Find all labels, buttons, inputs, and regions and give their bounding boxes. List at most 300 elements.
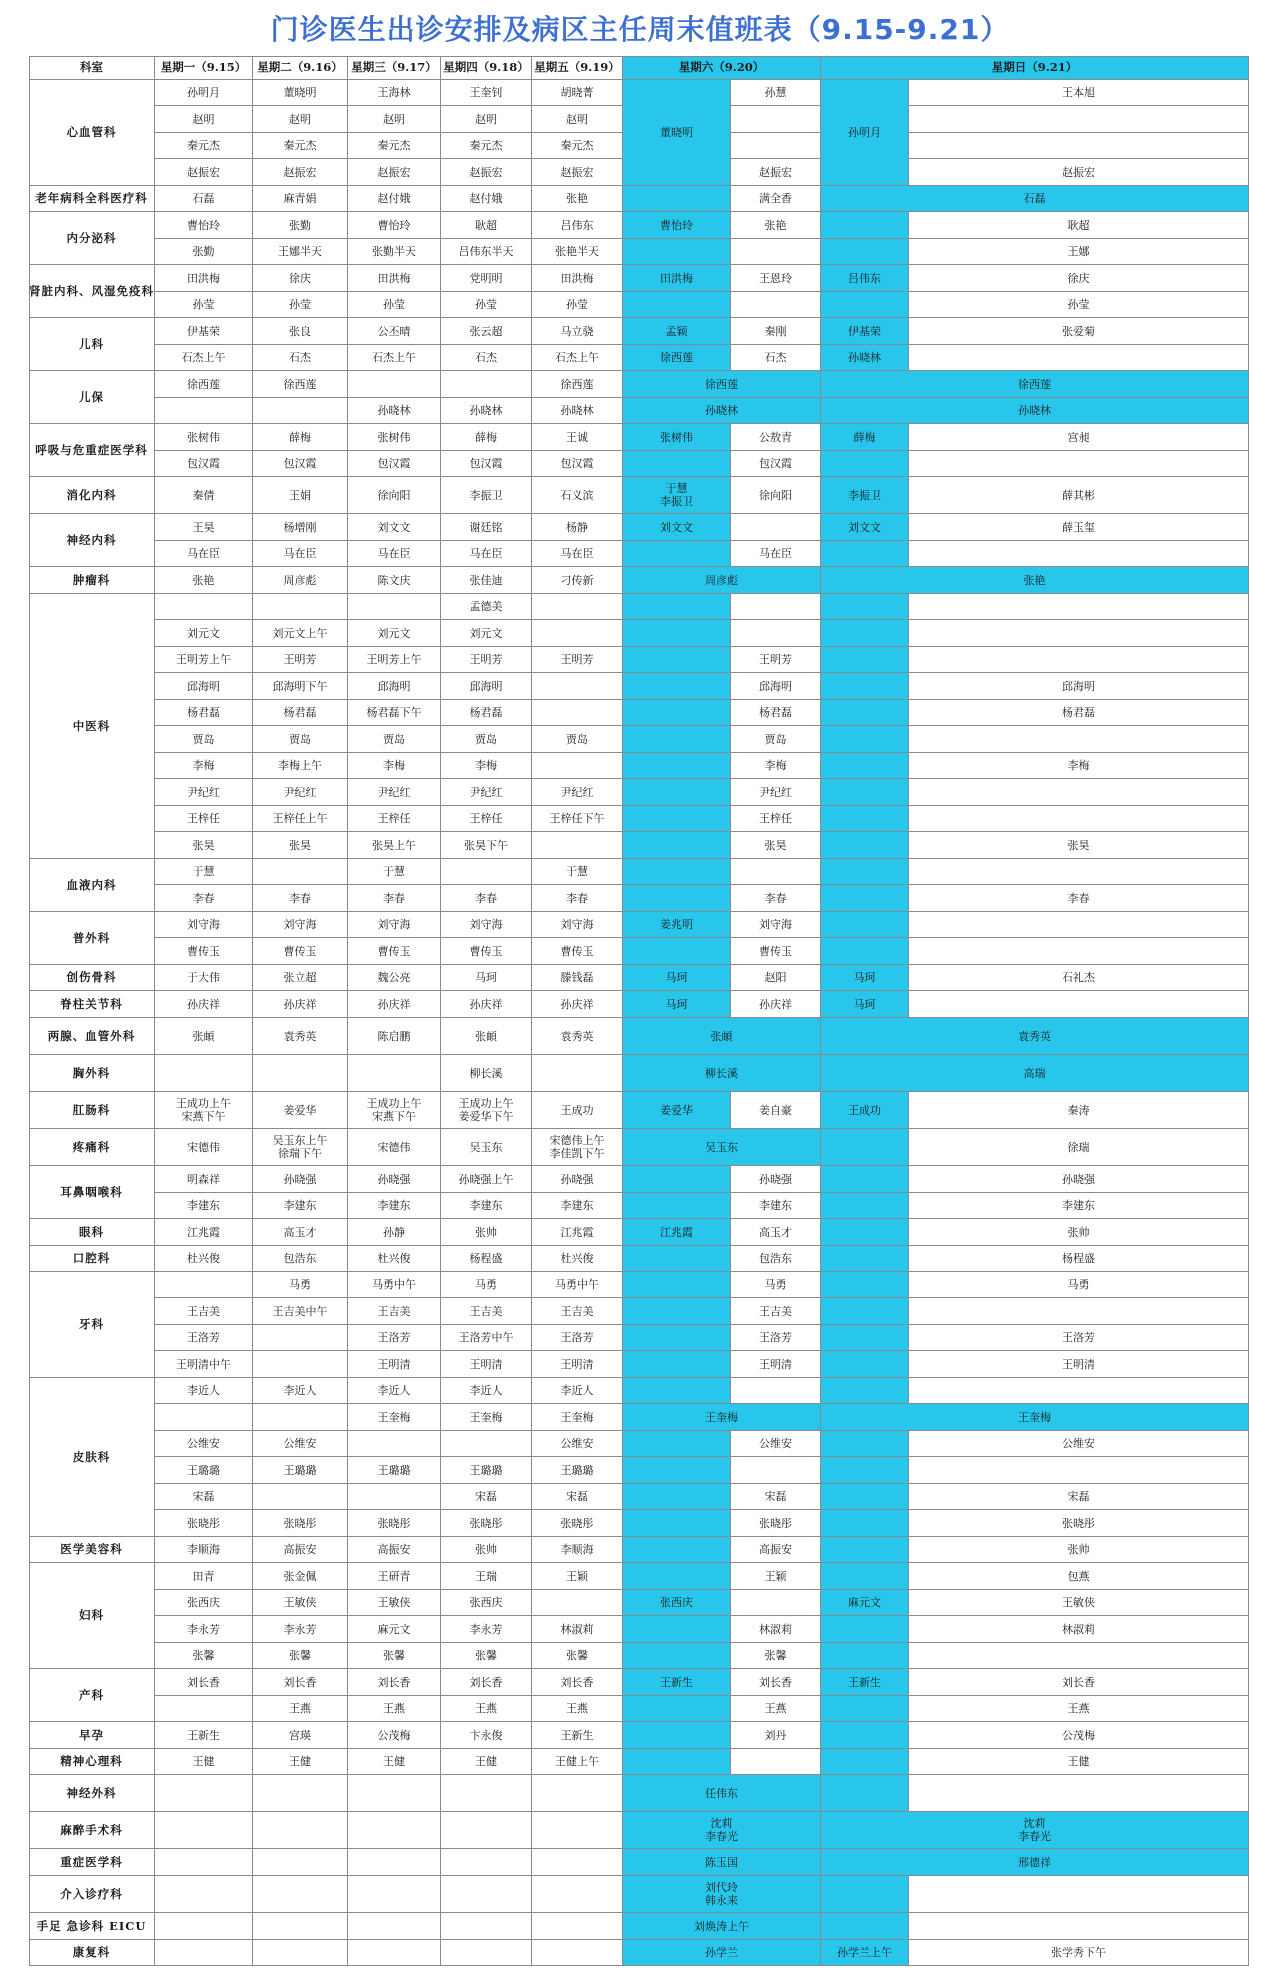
schedule-cell — [821, 239, 909, 265]
schedule-cell: 耿超 — [441, 212, 532, 239]
schedule-cell — [441, 859, 532, 885]
schedule-cell: 王新生 — [821, 1669, 909, 1696]
schedule-cell: 徐西莲 — [253, 371, 348, 398]
schedule-cell: 邱海明 — [348, 673, 441, 700]
schedule-cell: 赵振宏 — [253, 159, 348, 186]
schedule-cell: 公维安 — [253, 1431, 348, 1457]
schedule-cell: 李永芳 — [253, 1616, 348, 1643]
schedule-cell: 刘守海 — [731, 912, 821, 938]
schedule-cell — [821, 1696, 909, 1722]
schedule-cell — [909, 451, 1249, 477]
schedule-cell: 李振卫 — [821, 477, 909, 514]
merged-duty-cell: 孙晓林 — [821, 398, 1249, 424]
schedule-cell: 张艳 — [731, 212, 821, 239]
schedule-cell: 包汉霞 — [731, 451, 821, 477]
merged-duty-cell: 王奎梅 — [623, 1404, 821, 1431]
schedule-cell: 徐向阳 — [348, 477, 441, 514]
schedule-cell: 张馨 — [441, 1643, 532, 1669]
schedule-cell: 李建东 — [441, 1193, 532, 1219]
schedule-cell: 王瑞 — [441, 1563, 532, 1590]
schedule-cell: 张西庆 — [441, 1590, 532, 1616]
schedule-cell: 张西庆 — [155, 1590, 253, 1616]
schedule-cell: 张昊 — [155, 832, 253, 859]
schedule-cell — [155, 1940, 253, 1966]
schedule-cell — [821, 1166, 909, 1193]
schedule-cell: 张晓彤 — [253, 1510, 348, 1537]
schedule-cell — [909, 1457, 1249, 1484]
schedule-cell: 秦倩 — [155, 477, 253, 514]
schedule-cell: 田洪梅 — [348, 265, 441, 292]
schedule-cell: 徐西莲 — [155, 371, 253, 398]
schedule-cell: 邱海明 — [731, 673, 821, 700]
schedule-cell: 王洛芳 — [532, 1325, 623, 1351]
schedule-cell — [441, 1849, 532, 1876]
schedule-cell — [821, 1378, 909, 1404]
department-name: 老年病科全科医疗科 — [29, 186, 155, 212]
schedule-cell — [253, 1913, 348, 1940]
schedule-cell: 张树伟 — [623, 424, 731, 451]
schedule-cell: 刘守海 — [348, 912, 441, 938]
schedule-cell: 王璐璐 — [532, 1457, 623, 1484]
schedule-cell: 张昊 — [909, 832, 1249, 859]
schedule-cell: 于大伟 — [155, 965, 253, 991]
department-name: 疼痛科 — [29, 1129, 155, 1166]
header-dept: 科室 — [29, 56, 155, 80]
schedule-cell: 王明芳 — [532, 647, 623, 673]
schedule-cell: 赵振宏 — [441, 159, 532, 186]
schedule-cell: 邱海明 — [909, 673, 1249, 700]
schedule-cell: 马在臣 — [441, 541, 532, 567]
schedule-cell: 江兆霞 — [155, 1219, 253, 1246]
schedule-cell — [821, 212, 909, 239]
schedule-cell: 李春 — [441, 885, 532, 912]
schedule-cell: 张晓彤 — [155, 1510, 253, 1537]
schedule-cell: 林淑莉 — [731, 1616, 821, 1643]
schedule-cell — [909, 726, 1249, 753]
schedule-cell: 贾岛 — [441, 726, 532, 753]
schedule-cell: 王本旭 — [909, 80, 1249, 106]
schedule-cell: 秦刚 — [731, 318, 821, 345]
schedule-cell: 于慧 — [348, 859, 441, 885]
department-name: 精神心理科 — [29, 1749, 155, 1775]
schedule-cell: 曹传玉 — [253, 938, 348, 965]
schedule-cell: 王颖 — [731, 1563, 821, 1590]
schedule-cell — [441, 1913, 532, 1940]
schedule-cell: 秦元杰 — [532, 133, 623, 159]
schedule-cell: 王明清 — [731, 1351, 821, 1378]
schedule-cell: 李春 — [155, 885, 253, 912]
department-name: 口腔科 — [29, 1246, 155, 1272]
schedule-cell: 王海林 — [348, 80, 441, 106]
schedule-cell: 孙晓强 — [253, 1166, 348, 1193]
schedule-cell — [155, 1876, 253, 1913]
schedule-cell — [623, 1246, 731, 1272]
schedule-cell: 马在臣 — [348, 541, 441, 567]
department-name: 医学美容科 — [29, 1537, 155, 1563]
schedule-cell — [731, 1378, 821, 1404]
schedule-cell — [253, 1055, 348, 1092]
schedule-cell: 徐瑞 — [909, 1129, 1249, 1166]
schedule-cell — [532, 1812, 623, 1849]
schedule-cell — [253, 1325, 348, 1351]
schedule-cell: 孙静 — [348, 1219, 441, 1246]
schedule-cell: 党明明 — [441, 265, 532, 292]
schedule-cell: 宋德伟上午 李佳凯下午 — [532, 1129, 623, 1166]
schedule-cell: 王燕 — [441, 1696, 532, 1722]
schedule-cell — [155, 1404, 253, 1431]
schedule-cell: 包汉霞 — [348, 451, 441, 477]
schedule-cell — [623, 1166, 731, 1193]
schedule-cell: 张金佩 — [253, 1563, 348, 1590]
schedule-cell — [821, 1193, 909, 1219]
department-name: 肛肠科 — [29, 1092, 155, 1129]
schedule-cell — [731, 106, 821, 133]
schedule-cell: 石杰上午 — [532, 345, 623, 371]
schedule-cell: 王恩玲 — [731, 265, 821, 292]
department-name: 消化内科 — [29, 477, 155, 514]
schedule-cell — [731, 620, 821, 647]
schedule-cell — [623, 451, 731, 477]
schedule-cell: 张树伟 — [155, 424, 253, 451]
schedule-cell — [821, 594, 909, 620]
schedule-cell: 于慧 — [155, 859, 253, 885]
merged-duty-cell: 刘代玲 韩永来 — [623, 1876, 821, 1913]
schedule-cell: 王新生 — [155, 1722, 253, 1749]
schedule-cell: 赵振宏 — [909, 159, 1249, 186]
schedule-cell: 孙莹 — [909, 292, 1249, 318]
schedule-cell: 王洛芳 — [155, 1325, 253, 1351]
schedule-cell: 田洪梅 — [532, 265, 623, 292]
schedule-cell: 王明芳 — [253, 647, 348, 673]
schedule-cell: 王璐璐 — [441, 1457, 532, 1484]
schedule-cell: 王奎钊 — [441, 80, 532, 106]
schedule-cell: 杨君磊 — [441, 700, 532, 726]
schedule-cell: 张昊上午 — [348, 832, 441, 859]
header-wed: 星期三（9.17） — [348, 56, 441, 80]
schedule-cell: 孙莹 — [532, 292, 623, 318]
schedule-cell: 贾岛 — [253, 726, 348, 753]
schedule-cell: 赵阳 — [731, 965, 821, 991]
schedule-cell — [623, 885, 731, 912]
department-name: 内分泌科 — [29, 212, 155, 265]
schedule-cell: 王明清 — [348, 1351, 441, 1378]
schedule-cell: 杨君磊 — [155, 700, 253, 726]
schedule-cell: 杨君磊 — [909, 700, 1249, 726]
schedule-cell: 李近人 — [155, 1378, 253, 1404]
schedule-cell: 吕伟东 — [532, 212, 623, 239]
schedule-cell: 王健 — [909, 1749, 1249, 1775]
schedule-cell: 孟德美 — [441, 594, 532, 620]
schedule-cell: 徐向阳 — [731, 477, 821, 514]
merged-duty-cell: 高瑞 — [821, 1055, 1249, 1092]
schedule-cell: 宋德伟 — [348, 1129, 441, 1166]
schedule-cell: 包浩东 — [253, 1246, 348, 1272]
schedule-cell — [623, 753, 731, 779]
schedule-cell: 王璐璐 — [155, 1457, 253, 1484]
schedule-cell — [821, 647, 909, 673]
schedule-cell — [532, 594, 623, 620]
schedule-cell: 邱海明 — [441, 673, 532, 700]
schedule-cell — [909, 1643, 1249, 1669]
schedule-cell: 贾岛 — [532, 726, 623, 753]
schedule-cell: 王奎梅 — [532, 1404, 623, 1431]
schedule-cell — [623, 1563, 731, 1590]
schedule-cell: 马珂 — [623, 965, 731, 991]
schedule-cell: 王成功 — [821, 1092, 909, 1129]
schedule-cell — [532, 1876, 623, 1913]
schedule-cell: 马珂 — [821, 965, 909, 991]
schedule-cell: 刘文文 — [348, 514, 441, 541]
schedule-cell: 江兆霞 — [623, 1219, 731, 1246]
schedule-cell: 张頔 — [441, 1018, 532, 1055]
schedule-cell: 王新生 — [532, 1722, 623, 1749]
department-name: 神经外科 — [29, 1775, 155, 1812]
schedule-cell: 张艳 — [155, 567, 253, 594]
schedule-cell — [731, 1457, 821, 1484]
schedule-cell: 马勇 — [441, 1272, 532, 1298]
schedule-cell: 张立超 — [253, 965, 348, 991]
schedule-cell — [909, 938, 1249, 965]
schedule-cell: 张树伟 — [348, 424, 441, 451]
schedule-cell — [253, 1351, 348, 1378]
schedule-cell: 尹纪红 — [441, 779, 532, 806]
schedule-cell — [909, 106, 1249, 133]
schedule-cell: 尹纪红 — [731, 779, 821, 806]
schedule-cell — [532, 1913, 623, 1940]
merged-duty-cell: 张艳 — [821, 567, 1249, 594]
schedule-cell — [623, 292, 731, 318]
schedule-cell — [623, 1537, 731, 1563]
schedule-cell: 王璐璐 — [348, 1457, 441, 1484]
schedule-cell — [821, 1129, 909, 1166]
schedule-cell: 孙莹 — [441, 292, 532, 318]
schedule-cell: 李梅 — [441, 753, 532, 779]
department-name: 心血管科 — [29, 80, 155, 186]
schedule-cell — [821, 726, 909, 753]
schedule-cell: 于慧 — [532, 859, 623, 885]
schedule-cell — [909, 1298, 1249, 1325]
schedule-cell: 张帅 — [441, 1537, 532, 1563]
schedule-cell: 王成功上午 宋燕下午 — [155, 1092, 253, 1129]
schedule-cell: 孙莹 — [155, 292, 253, 318]
schedule-cell: 李春 — [909, 885, 1249, 912]
merged-duty-cell: 张頔 — [623, 1018, 821, 1055]
merged-duty-cell: 孙晓林 — [623, 398, 821, 424]
schedule-cell — [441, 371, 532, 398]
schedule-cell — [623, 1484, 731, 1510]
department-name: 肾脏内科、风湿免疫科 — [29, 265, 155, 318]
schedule-cell: 杨程盛 — [441, 1246, 532, 1272]
schedule-cell: 张晓彤 — [532, 1510, 623, 1537]
schedule-cell: 马在臣 — [155, 541, 253, 567]
schedule-cell — [821, 451, 909, 477]
schedule-cell — [253, 1940, 348, 1966]
schedule-cell: 刘长香 — [441, 1669, 532, 1696]
schedule-cell: 马勇中午 — [348, 1272, 441, 1298]
schedule-cell: 薛玉玺 — [909, 514, 1249, 541]
merged-duty-cell: 王奎梅 — [821, 1404, 1249, 1431]
schedule-cell: 张艳 — [532, 186, 623, 212]
schedule-cell — [623, 1431, 731, 1457]
schedule-cell: 张学秀下午 — [909, 1940, 1249, 1966]
schedule-cell — [909, 345, 1249, 371]
department-name: 胸外科 — [29, 1055, 155, 1092]
schedule-cell — [623, 1378, 731, 1404]
schedule-cell: 赵振宏 — [155, 159, 253, 186]
schedule-cell: 宋磊 — [532, 1484, 623, 1510]
schedule-cell: 杜兴俊 — [532, 1246, 623, 1272]
schedule-cell — [253, 398, 348, 424]
schedule-cell — [821, 292, 909, 318]
department-name: 重症医学科 — [29, 1849, 155, 1876]
schedule-cell: 张昊 — [253, 832, 348, 859]
schedule-cell — [532, 753, 623, 779]
header-fri: 星期五（9.19） — [532, 56, 623, 80]
schedule-cell: 李建东 — [731, 1193, 821, 1219]
schedule-cell — [253, 1812, 348, 1849]
schedule-cell: 王娟 — [253, 477, 348, 514]
schedule-cell — [821, 1219, 909, 1246]
schedule-cell: 王梓任 — [441, 806, 532, 832]
schedule-cell: 陈文庆 — [348, 567, 441, 594]
schedule-cell: 宋磊 — [731, 1484, 821, 1510]
schedule-cell: 尹纪红 — [532, 779, 623, 806]
schedule-cell: 刘长香 — [253, 1669, 348, 1696]
schedule-cell — [623, 1325, 731, 1351]
schedule-cell — [623, 1272, 731, 1298]
schedule-cell — [821, 806, 909, 832]
schedule-cell: 贾岛 — [348, 726, 441, 753]
schedule-cell — [909, 1876, 1249, 1913]
schedule-cell — [623, 1457, 731, 1484]
schedule-cell — [821, 885, 909, 912]
schedule-cell: 刘元文上午 — [253, 620, 348, 647]
schedule-cell: 李梅 — [731, 753, 821, 779]
schedule-cell — [909, 594, 1249, 620]
schedule-cell: 徐西莲 — [623, 345, 731, 371]
schedule-cell: 孙莹 — [348, 292, 441, 318]
schedule-cell — [821, 700, 909, 726]
schedule-cell: 滕钱磊 — [532, 965, 623, 991]
schedule-cell — [532, 1849, 623, 1876]
schedule-cell: 曹怡玲 — [623, 212, 731, 239]
schedule-cell: 杨君磊 — [253, 700, 348, 726]
schedule-cell — [909, 133, 1249, 159]
schedule-cell: 公维安 — [731, 1431, 821, 1457]
schedule-cell: 伊基荣 — [155, 318, 253, 345]
header-thu: 星期四（9.18） — [441, 56, 532, 80]
schedule-cell — [909, 541, 1249, 567]
schedule-cell: 张頔 — [155, 1018, 253, 1055]
schedule-cell — [821, 859, 909, 885]
schedule-cell: 孙晓强 — [909, 1166, 1249, 1193]
schedule-cell: 王洛芳 — [348, 1325, 441, 1351]
schedule-cell: 王娜 — [909, 239, 1249, 265]
schedule-cell: 王昊 — [155, 514, 253, 541]
schedule-cell — [348, 1775, 441, 1812]
schedule-cell: 孙莹 — [253, 292, 348, 318]
schedule-cell: 秦元杰 — [348, 133, 441, 159]
schedule-cell: 刘长香 — [155, 1669, 253, 1696]
schedule-cell: 张爱菊 — [909, 318, 1249, 345]
schedule-cell — [623, 859, 731, 885]
schedule-cell — [821, 1876, 909, 1913]
schedule-cell — [821, 1775, 909, 1812]
schedule-cell: 孙晓强 — [731, 1166, 821, 1193]
schedule-cell — [731, 239, 821, 265]
schedule-cell: 李建东 — [909, 1193, 1249, 1219]
schedule-cell — [441, 1431, 532, 1457]
schedule-cell: 姜爱华 — [623, 1092, 731, 1129]
schedule-cell: 赵明 — [155, 106, 253, 133]
schedule-cell — [731, 292, 821, 318]
schedule-cell — [348, 371, 441, 398]
header-tue: 星期二（9.16） — [253, 56, 348, 80]
schedule-cell — [253, 1775, 348, 1812]
schedule-cell — [623, 1696, 731, 1722]
schedule-cell — [623, 1643, 731, 1669]
schedule-cell: 王吉美中午 — [253, 1298, 348, 1325]
schedule-cell: 王吉美 — [532, 1298, 623, 1325]
schedule-cell: 刘长香 — [532, 1669, 623, 1696]
schedule-cell: 姜爱华 — [253, 1092, 348, 1129]
schedule-cell: 曹传玉 — [155, 938, 253, 965]
schedule-cell: 孙晓强上午 — [441, 1166, 532, 1193]
schedule-cell: 李建东 — [155, 1193, 253, 1219]
schedule-cell: 王成功 — [532, 1092, 623, 1129]
schedule-cell — [623, 832, 731, 859]
schedule-cell — [348, 1913, 441, 1940]
schedule-cell: 马勇中午 — [532, 1272, 623, 1298]
schedule-cell: 石礼杰 — [909, 965, 1249, 991]
merged-duty-cell: 孙学兰 — [623, 1940, 821, 1966]
schedule-cell: 公维安 — [155, 1431, 253, 1457]
schedule-cell: 吕伟东 — [821, 265, 909, 292]
schedule-cell: 曹怡玲 — [348, 212, 441, 239]
schedule-cell — [623, 1722, 731, 1749]
schedule-cell: 秦元杰 — [441, 133, 532, 159]
schedule-cell — [821, 1563, 909, 1590]
schedule-cell: 包汉霞 — [441, 451, 532, 477]
schedule-cell: 尹纪红 — [348, 779, 441, 806]
schedule-cell: 王明清 — [441, 1351, 532, 1378]
schedule-cell: 李建东 — [253, 1193, 348, 1219]
schedule-cell: 吴玉东上午 徐瑞下午 — [253, 1129, 348, 1166]
schedule-cell: 李近人 — [441, 1378, 532, 1404]
schedule-cell: 林淑莉 — [532, 1616, 623, 1643]
schedule-cell: 王敏侠 — [348, 1590, 441, 1616]
schedule-cell: 王健 — [441, 1749, 532, 1775]
schedule-cell: 明森祥 — [155, 1166, 253, 1193]
schedule-cell: 包燕 — [909, 1563, 1249, 1590]
schedule-cell: 公敖青 — [731, 424, 821, 451]
schedule-cell: 薛梅 — [821, 424, 909, 451]
schedule-cell — [532, 832, 623, 859]
schedule-cell: 包浩东 — [731, 1246, 821, 1272]
schedule-cell: 王洛芳 — [909, 1325, 1249, 1351]
schedule-cell: 李梅 — [155, 753, 253, 779]
schedule-cell — [532, 1775, 623, 1812]
schedule-cell — [348, 1431, 441, 1457]
schedule-cell — [731, 859, 821, 885]
schedule-cell — [821, 1913, 909, 1940]
schedule-cell — [532, 620, 623, 647]
schedule-cell: 马勇 — [909, 1272, 1249, 1298]
merged-duty-cell: 周彦彪 — [623, 567, 821, 594]
schedule-cell: 李顺海 — [155, 1537, 253, 1563]
schedule-cell — [821, 1457, 909, 1484]
schedule-cell: 王健 — [155, 1749, 253, 1775]
